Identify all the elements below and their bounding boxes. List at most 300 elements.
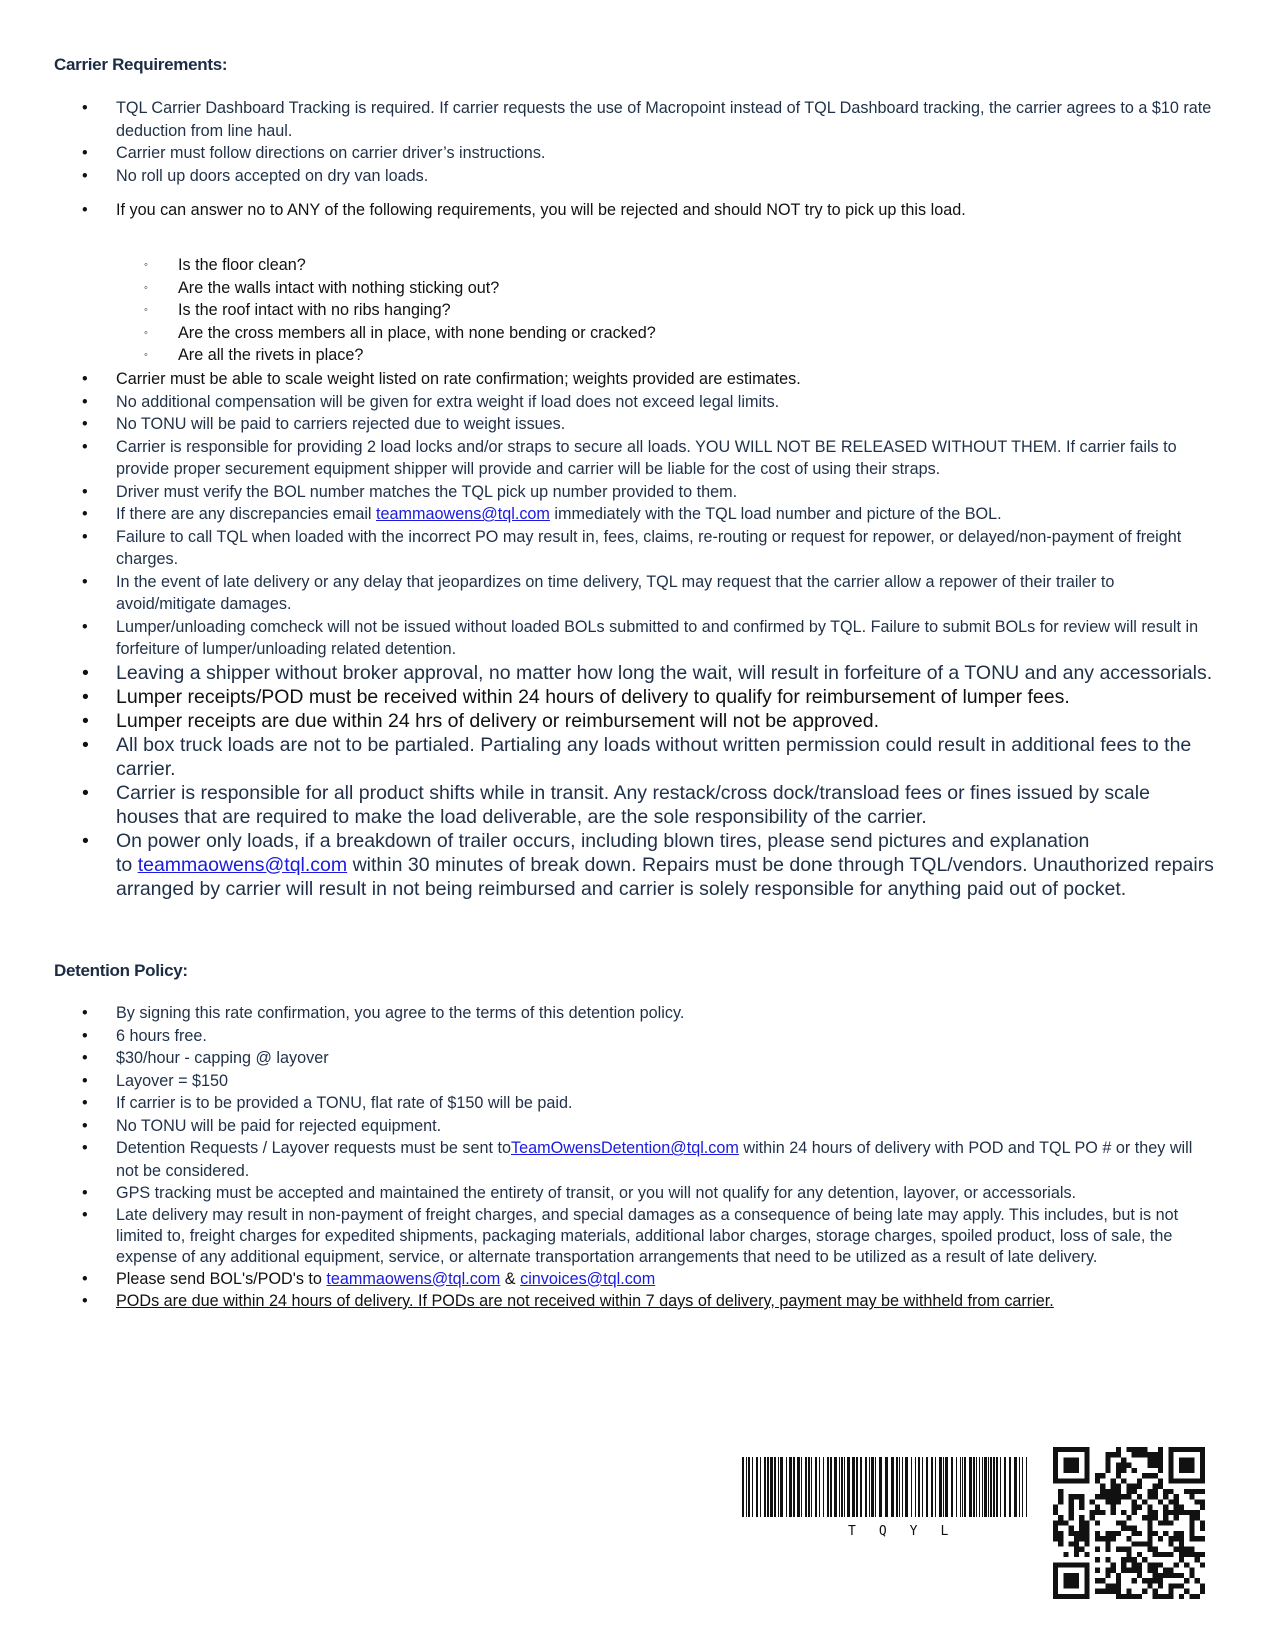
qr-module: [1179, 1536, 1184, 1541]
qr-module: [1168, 1594, 1173, 1599]
qr-module: [1153, 1489, 1158, 1494]
qr-module: [1168, 1583, 1173, 1588]
qr-module: [1058, 1494, 1063, 1499]
qr-module: [1079, 1531, 1084, 1536]
qr-module: [1153, 1484, 1158, 1489]
qr-module: [1116, 1594, 1121, 1599]
list-item: • No roll up doors accepted on dry van loads.: [82, 166, 429, 185]
qr-module: [1163, 1494, 1168, 1499]
barcode-bar: [797, 1457, 800, 1517]
qr-module: [1069, 1541, 1074, 1546]
qr-module: [1121, 1478, 1126, 1483]
qr-module: [1111, 1505, 1116, 1510]
qr-module: [1179, 1583, 1184, 1588]
qr-module: [1069, 1505, 1074, 1510]
qr-module: [1126, 1494, 1131, 1499]
qr-module: [1090, 1499, 1095, 1504]
list-item: • Lumper receipts/POD must be received within 24 hours of delivery to qualify for reimbursement of lumper fees.: [82, 685, 1070, 708]
barcode-bar: [931, 1457, 933, 1517]
qr-module: [1163, 1505, 1168, 1510]
qr-module: [1195, 1489, 1200, 1494]
qr-module: [1132, 1505, 1137, 1510]
qr-module: [1084, 1526, 1089, 1531]
barcode-bar: [1014, 1457, 1017, 1517]
qr-module: [1179, 1510, 1184, 1515]
barcode-bar: [841, 1457, 843, 1517]
qr-module: [1074, 1494, 1079, 1499]
qr-module: [1132, 1452, 1137, 1457]
barcode-bar: [984, 1457, 987, 1517]
qr-module: [1189, 1536, 1194, 1541]
barcode-bar: [899, 1457, 900, 1517]
qr-module: [1095, 1510, 1100, 1515]
qr-module: [1121, 1526, 1126, 1531]
qr-module: [1158, 1562, 1163, 1567]
qr-module: [1111, 1499, 1116, 1504]
qr-module: [1100, 1473, 1105, 1478]
qr-module: [1053, 1520, 1058, 1525]
qr-module: [1195, 1578, 1200, 1583]
qr-module: [1126, 1536, 1131, 1541]
qr-module: [1158, 1452, 1163, 1457]
qr-module: [1168, 1589, 1173, 1594]
qr-module: [1158, 1478, 1163, 1483]
qr-module: [1163, 1510, 1168, 1515]
qr-module: [1179, 1573, 1184, 1578]
qr-module: [1053, 1536, 1058, 1541]
qr-module: [1142, 1557, 1147, 1562]
barcode-bar: [905, 1457, 908, 1517]
list-item-detention-requests: • Detention Requests / Layover requests must be sent toTeamOwensDetention@tql.com within 24 hours of delivery with POD and TQL PO # or they will not be considered.: [82, 1139, 1193, 1180]
barcode-bar: [996, 1457, 998, 1517]
qr-module: [1111, 1484, 1116, 1489]
list-item: • Lumper/unloading comcheck will not be issued without loaded BOLs submitted to and confirmed by TQL. Failure to submit BOLs for review will result in forfeiture of lumper/unloading related detention.: [82, 617, 1199, 658]
qr-module: [1121, 1468, 1126, 1473]
qr-module: [1158, 1457, 1163, 1462]
qr-module: [1158, 1520, 1163, 1525]
list-item-send-bols: • Please send BOL's/POD's to teammaowens@tql.com & cinvoices@tql.com: [82, 1269, 656, 1288]
qr-module: [1074, 1552, 1079, 1557]
qr-module: [1184, 1552, 1189, 1557]
check-item: ◦ Are the walls intact with nothing sticking out?: [144, 278, 500, 297]
qr-module: [1105, 1452, 1110, 1457]
qr-module: [1126, 1447, 1131, 1452]
qr-module: [1116, 1589, 1121, 1594]
barcode-bar: [789, 1457, 792, 1517]
qr-module: [1111, 1478, 1116, 1483]
qr-module: [1105, 1457, 1110, 1462]
qr-module: [1053, 1531, 1058, 1536]
check-item: ◦ Is the roof intact with no ribs hanging?: [144, 301, 451, 319]
qr-module: [1095, 1547, 1100, 1552]
barcode-bar: [945, 1457, 948, 1517]
qr-module: [1153, 1494, 1158, 1499]
qr-module: [1126, 1557, 1131, 1562]
qr-module: [1168, 1568, 1173, 1573]
carrier-requirements-heading: Carrier Requirements:: [54, 55, 228, 74]
email-link[interactable]: teammaowens@tql.com: [376, 505, 550, 523]
barcode-bar: [891, 1457, 894, 1517]
qr-module: [1121, 1510, 1126, 1515]
barcode-bar: [811, 1457, 812, 1517]
qr-module: [1168, 1552, 1173, 1557]
qr-module: [1147, 1452, 1152, 1457]
barcode-bar: [922, 1457, 923, 1517]
qr-module: [1121, 1463, 1126, 1468]
qr-module: [1116, 1468, 1121, 1473]
qr-module: [1142, 1499, 1147, 1504]
qr-module: [1168, 1541, 1173, 1546]
qr-module: [1153, 1594, 1158, 1599]
qr-module: [1116, 1573, 1121, 1578]
qr-module: [1126, 1547, 1131, 1552]
barcode-bar: [1022, 1457, 1023, 1517]
list-item: • Driver must verify the BOL number matches the TQL pick up number provided to them.: [82, 482, 738, 501]
qr-module: [1121, 1494, 1126, 1499]
qr-module: [1179, 1552, 1184, 1557]
list-item-reject-intro: • If you can answer no to ANY of the following requirements, you will be rejected and should NOT try to pick up this load.: [82, 201, 966, 219]
barcode-bar: [844, 1457, 845, 1517]
qr-module: [1200, 1505, 1205, 1510]
qr-module: [1132, 1557, 1137, 1562]
qr-module: [1158, 1573, 1163, 1578]
qr-module: [1063, 1552, 1068, 1557]
qr-module: [1069, 1531, 1074, 1536]
qr-module: [1195, 1510, 1200, 1515]
qr-module: [1153, 1573, 1158, 1578]
qr-module: [1153, 1547, 1158, 1552]
qr-module: [1132, 1541, 1137, 1546]
qr-module: [1079, 1536, 1084, 1541]
qr-module: [1058, 1499, 1063, 1504]
barcode-bar: [911, 1457, 912, 1517]
qr-module: [1184, 1547, 1189, 1552]
qr-module: [1147, 1541, 1152, 1546]
email-link[interactable]: teammaowens@tql.com: [137, 853, 348, 876]
qr-module: [1147, 1562, 1152, 1567]
qr-module: [1137, 1494, 1142, 1499]
barcode-bar: [1009, 1457, 1011, 1517]
qr-module: [1184, 1589, 1189, 1594]
qr-module: [1137, 1568, 1142, 1573]
qr-module: [1116, 1489, 1121, 1494]
qr-module: [1116, 1583, 1121, 1588]
qr-module: [1100, 1484, 1105, 1489]
barcode-bar: [939, 1457, 942, 1517]
qr-module: [1084, 1552, 1089, 1557]
qr-module: [1195, 1557, 1200, 1562]
qr-module: [1058, 1515, 1063, 1520]
qr-module: [1137, 1505, 1142, 1510]
barcode-bar: [839, 1457, 840, 1517]
qr-module: [1195, 1515, 1200, 1520]
qr-module: [1116, 1578, 1121, 1583]
qr-module: [1090, 1515, 1095, 1520]
qr-module: [1137, 1452, 1142, 1457]
barcode-bar: [988, 1457, 989, 1517]
list-item: • In the event of late delivery or any delay that jeopardizes on time delivery, TQL may request that the carrier allow a repower of their trailer to avoid/mitigate damages.: [82, 572, 1115, 613]
list-item: • 6 hours free.: [82, 1026, 207, 1045]
barcode-bar: [951, 1457, 953, 1517]
qr-module: [1174, 1562, 1179, 1567]
list-item: • Carrier is responsible for providing 2 load locks and/or straps to secure all loads. YOU WILL NOT BE RELEASED WITHOUT THEM. If carrier fails to provide proper securement equipment shipper will provide and carrier will be liable for the cost of using their straps.: [82, 437, 1177, 478]
qr-module: [1111, 1494, 1116, 1499]
barcode-bar: [926, 1457, 928, 1517]
qr-module: [1189, 1526, 1194, 1531]
qr-module: [1174, 1583, 1179, 1588]
qr-module: [1168, 1499, 1173, 1504]
qr-module: [1174, 1494, 1179, 1499]
qr-module: [1074, 1547, 1079, 1552]
qr-module: [1105, 1463, 1110, 1468]
qr-module: [1126, 1568, 1131, 1573]
qr-module: [1132, 1526, 1137, 1531]
barcode-bar: [962, 1457, 963, 1517]
qr-module: [1132, 1489, 1137, 1494]
check-item: ◦ Is the floor clean?: [144, 256, 306, 274]
qr-module: [1153, 1515, 1158, 1520]
qr-module: [1153, 1568, 1158, 1573]
qr-module: [1147, 1531, 1152, 1536]
qr-module: [1105, 1468, 1110, 1473]
qr-module: [1174, 1536, 1179, 1541]
qr-module: [1189, 1489, 1194, 1494]
qr-module: [1147, 1505, 1152, 1510]
barcode-bar: [915, 1457, 916, 1517]
qr-module: [1111, 1583, 1116, 1588]
qr-module: [1132, 1578, 1137, 1583]
qr-module: [1174, 1515, 1179, 1520]
qr-module: [1184, 1562, 1189, 1567]
qr-module: [1195, 1536, 1200, 1541]
qr-finder-core: [1179, 1457, 1195, 1473]
barcode-bar: [979, 1457, 980, 1517]
qr-module: [1137, 1484, 1142, 1489]
qr-module: [1168, 1573, 1173, 1578]
qr-module: [1058, 1489, 1063, 1494]
barcode-bar: [742, 1457, 744, 1517]
qr-module: [1153, 1552, 1158, 1557]
qr-module: [1100, 1536, 1105, 1541]
qr-module: [1074, 1531, 1079, 1536]
barcode-bar: [819, 1457, 820, 1517]
barcode-bar: [847, 1457, 850, 1517]
qr-module: [1126, 1489, 1131, 1494]
qr-module: [1189, 1520, 1194, 1525]
qr-module: [1121, 1594, 1126, 1599]
email-link[interactable]: cinvoices@tql.com: [520, 1269, 656, 1288]
qr-module: [1137, 1541, 1142, 1546]
qr-module: [1137, 1478, 1142, 1483]
qr-module: [1153, 1562, 1158, 1567]
qr-module: [1189, 1594, 1194, 1599]
barcode-bar: [865, 1457, 867, 1517]
barcode-bar: [982, 1457, 983, 1517]
qr-module: [1184, 1578, 1189, 1583]
qr-module: [1189, 1552, 1194, 1557]
barcode-bar: [860, 1457, 862, 1517]
barcode-bar: [856, 1457, 858, 1517]
qr-module: [1116, 1452, 1121, 1457]
qr-module: [1147, 1473, 1152, 1478]
qr-module: [1100, 1489, 1105, 1494]
qr-module: [1105, 1568, 1110, 1573]
trailer-checks-list: [0, 254, 1275, 367]
qr-module: [1105, 1547, 1110, 1552]
barcode-text: TQYL: [848, 1524, 972, 1539]
qr-module: [1147, 1583, 1152, 1588]
qr-module: [1090, 1510, 1095, 1515]
qr-module: [1168, 1536, 1173, 1541]
qr-module: [1095, 1557, 1100, 1562]
qr-finder-core: [1063, 1457, 1079, 1473]
qr-module: [1153, 1510, 1158, 1515]
qr-module: [1189, 1573, 1194, 1578]
qr-module: [1200, 1536, 1205, 1541]
barcode-bar: [943, 1457, 944, 1517]
qr-module: [1163, 1531, 1168, 1536]
list-item: • Carrier must be able to scale weight listed on rate confirmation; weights provided are estimates.: [82, 370, 801, 388]
qr-module: [1095, 1578, 1100, 1583]
qr-module: [1095, 1494, 1100, 1499]
barcode-bar: [879, 1457, 882, 1517]
qr-module: [1153, 1463, 1158, 1468]
qr-module: [1158, 1536, 1163, 1541]
qr-module: [1189, 1531, 1194, 1536]
qr-module: [1126, 1463, 1131, 1468]
list-item: • $30/hour - capping @ layover: [82, 1049, 329, 1067]
qr-module: [1074, 1541, 1079, 1546]
qr-module: [1132, 1499, 1137, 1504]
barcode-bar: [760, 1457, 761, 1517]
qr-module: [1058, 1520, 1063, 1525]
barcode-bar: [875, 1457, 876, 1517]
email-link[interactable]: teammaowens@tql.com: [326, 1269, 501, 1288]
qr-module: [1100, 1578, 1105, 1583]
qr-module: [1137, 1447, 1142, 1452]
barcode-bar: [896, 1457, 898, 1517]
qr-module: [1084, 1541, 1089, 1546]
list-item: • GPS tracking must be accepted and maintained the entirety of transit, or you will not qualify for any detention, layover, or accessorials.: [82, 1184, 1077, 1202]
qr-module: [1200, 1520, 1205, 1525]
qr-module: [1163, 1568, 1168, 1573]
barcode-bar: [823, 1457, 824, 1517]
qr-module: [1168, 1489, 1173, 1494]
qr-module: [1184, 1510, 1189, 1515]
qr-module: [1158, 1463, 1163, 1468]
qr-module: [1163, 1520, 1168, 1525]
barcode-bar: [990, 1457, 992, 1517]
qr-module: [1058, 1536, 1063, 1541]
qr-module: [1147, 1463, 1152, 1468]
qr-module: [1095, 1589, 1100, 1594]
detention-policy-list: [0, 1002, 1275, 1313]
barcode-bar: [956, 1457, 957, 1517]
qr-module: [1200, 1489, 1205, 1494]
list-item: • No TONU will be paid for rejected equipment.: [82, 1116, 442, 1135]
list-item: • All box truck loads are not to be partialed. Partialing any loads without written permission could result in additional fees to the carrier.: [82, 733, 1192, 780]
barcode-bar: [935, 1457, 936, 1517]
barcode-bar: [960, 1457, 961, 1517]
qr-module: [1147, 1568, 1152, 1573]
qr-module: [1142, 1452, 1147, 1457]
qr-module: [1121, 1457, 1126, 1462]
qr-module: [1079, 1505, 1084, 1510]
qr-module: [1200, 1552, 1205, 1557]
qr-module: [1105, 1557, 1110, 1562]
qr-module: [1174, 1510, 1179, 1515]
qr-module: [1147, 1578, 1152, 1583]
qr-module: [1095, 1536, 1100, 1541]
qr-module: [1142, 1541, 1147, 1546]
barcode-bar: [993, 1457, 995, 1517]
qr-module: [1116, 1447, 1121, 1452]
list-item-discrepancy: • If there are any discrepancies email teammaowens@tql.com immediately with the TQL load number and picture of the BOL.: [82, 505, 1002, 523]
qr-module: [1153, 1457, 1158, 1462]
list-item: • By signing this rate confirmation, you agree to the terms of this detention policy.: [82, 1004, 685, 1022]
barcode: [742, 1457, 1032, 1525]
qr-module: [1116, 1531, 1121, 1536]
qr-module: [1126, 1526, 1131, 1531]
email-link[interactable]: TeamOwensDetention@tql.com: [511, 1139, 739, 1157]
qr-module: [1132, 1568, 1137, 1573]
qr-module: [1158, 1447, 1163, 1452]
qr-module: [1147, 1457, 1152, 1462]
qr-module: [1069, 1499, 1074, 1504]
qr-module: [1121, 1557, 1126, 1562]
barcode-bar: [976, 1457, 977, 1517]
qr-module: [1105, 1531, 1110, 1536]
qr-module: [1126, 1589, 1131, 1594]
qr-module: [1189, 1547, 1194, 1552]
qr-module: [1126, 1515, 1131, 1520]
qr-module: [1126, 1594, 1131, 1599]
qr-module: [1069, 1494, 1074, 1499]
qr-module: [1137, 1594, 1142, 1599]
qr-module: [1137, 1562, 1142, 1567]
carrier-requirements-list: [0, 97, 1275, 236]
qr-module: [1137, 1573, 1142, 1578]
qr-module: [1105, 1583, 1110, 1588]
qr-module: [1111, 1531, 1116, 1536]
qr-module: [1063, 1520, 1068, 1525]
qr-module: [1147, 1536, 1152, 1541]
qr-module: [1095, 1473, 1100, 1478]
barcode-bar: [902, 1457, 903, 1517]
list-item: • Failure to call TQL when loaded with the incorrect PO may result in, fees, claims, re-routing or request for repower, or delayed/non-payment of freight charges.: [82, 527, 1182, 568]
qr-module: [1163, 1594, 1168, 1599]
qr-module: [1132, 1562, 1137, 1567]
barcode-bar: [746, 1457, 747, 1517]
qr-module: [1158, 1499, 1163, 1504]
qr-module: [1111, 1489, 1116, 1494]
check-item: ◦ Are all the rivets in place?: [144, 346, 364, 364]
qr-module: [1116, 1473, 1121, 1478]
qr-module: [1200, 1562, 1205, 1567]
qr-module: [1137, 1552, 1142, 1557]
qr-module: [1163, 1489, 1168, 1494]
qr-module: [1158, 1468, 1163, 1473]
barcode-bar: [801, 1457, 802, 1517]
qr-module: [1126, 1552, 1131, 1557]
qr-module: [1174, 1573, 1179, 1578]
check-item: ◦ Are the cross members all in place, with none bending or cracked?: [144, 323, 656, 342]
barcode-bar: [808, 1457, 810, 1517]
qr-module: [1158, 1552, 1163, 1557]
qr-module: [1111, 1562, 1116, 1567]
qr-module: [1079, 1499, 1084, 1504]
barcode-bar: [774, 1457, 776, 1517]
